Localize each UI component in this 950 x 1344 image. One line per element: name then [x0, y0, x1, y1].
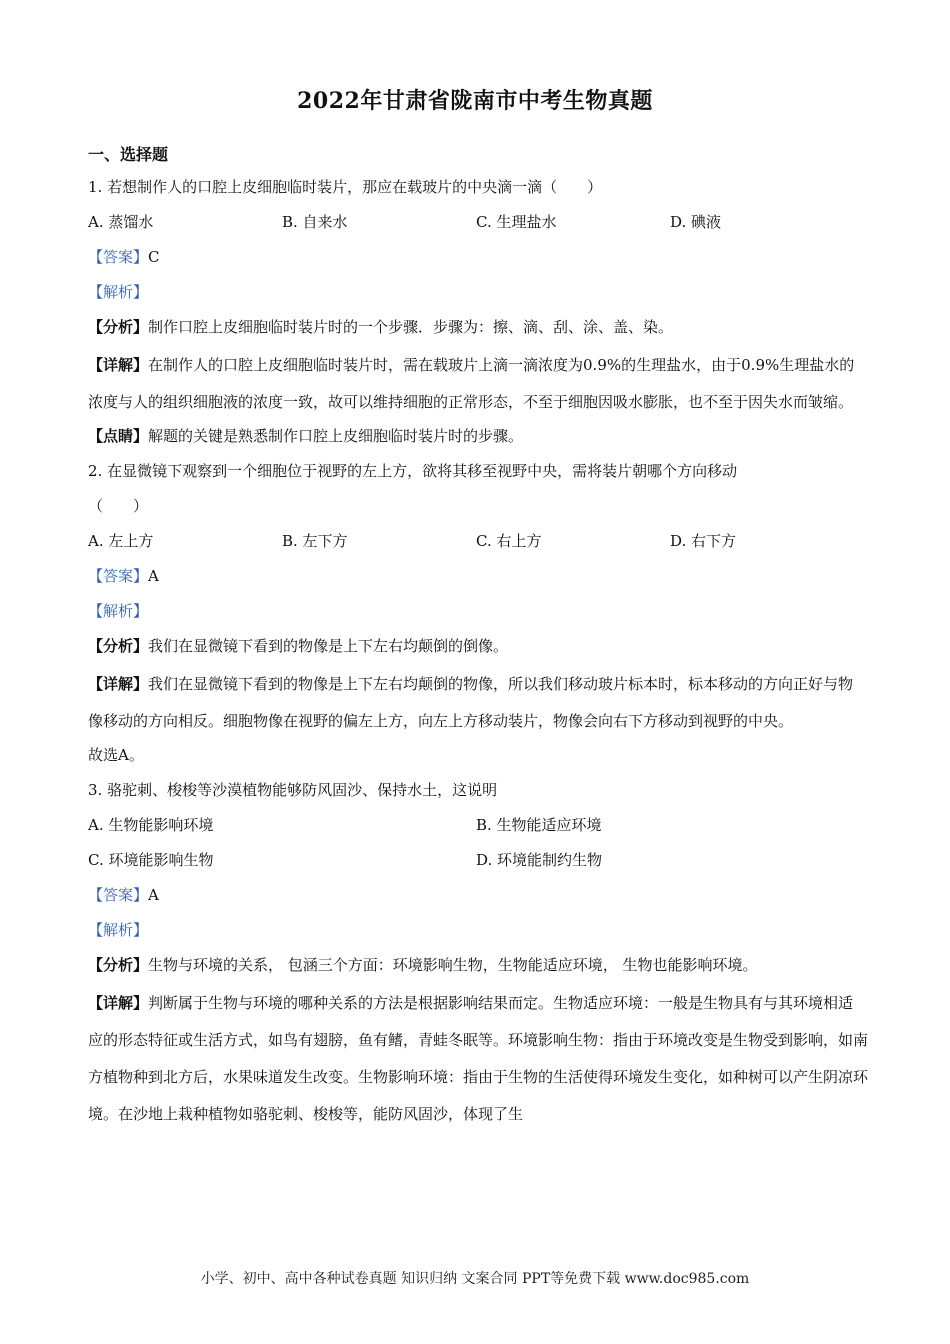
fenxi-line [88, 631, 868, 666]
xiangjie-text: 在制作人的口腔上皮细胞临时装片时，需在载玻片上滴一滴浓度为0.9%的生理盐水，由于0.9%生理盐水的浓度与人的组织细胞液的浓度一致，故可以维持细胞的正常形态，不至于细胞因吸水膨胀，也不至于因失水而皱缩。 [88, 356, 855, 411]
answer-label: 【答案】 [88, 567, 149, 585]
answer-value: A [148, 567, 159, 585]
conclusion-line: 故选A。 [88, 746, 144, 764]
question-3-options-row-2 [88, 845, 868, 880]
xiangjie-paragraph [88, 347, 868, 421]
xiangjie-label: 【详解】 [88, 356, 149, 374]
page-footer: 小学、初中、高中各种试卷真题 知识归纳 文案合同 PPT等免费下载 www.doc985.com [200, 1271, 750, 1287]
question-2-stem-bracket: （ ） [88, 497, 149, 515]
option-c: C. 生理盐水 [476, 213, 557, 231]
fenxi-text: 我们在显微镜下看到的物像是上下左右均颠倒的倒像。 [148, 637, 509, 655]
exam-content [88, 172, 868, 1133]
option-d: D. 右下方 [670, 532, 737, 550]
analysis-label: 【解析】 [88, 921, 149, 939]
dianjing-line [88, 421, 868, 456]
xiangjie-label: 【详解】 [88, 994, 149, 1012]
fenxi-line [88, 950, 868, 985]
fenxi-label: 【分析】 [88, 956, 149, 974]
question-1-options [88, 207, 868, 242]
question-3-options-row-1 [88, 810, 868, 845]
option-c: C. 右上方 [476, 532, 542, 550]
xiangjie-paragraph [88, 666, 868, 740]
question-3-stem: 3. 骆驼刺、梭梭等沙漠植物能够防风固沙、保持水土，这说明 [88, 781, 498, 799]
dianjing-label: 【点睛】 [88, 427, 149, 445]
xiangjie-paragraph [88, 985, 868, 1133]
answer-label: 【答案】 [88, 886, 149, 904]
question-1-stem: 1. 若想制作人的口腔上皮细胞临时装片，那应在载玻片的中央滴一滴（ ） [88, 178, 603, 196]
option-d: D. 环境能制约生物 [476, 851, 603, 869]
answer-value: C [148, 248, 160, 266]
fenxi-label: 【分析】 [88, 637, 149, 655]
option-a: A. 左上方 [88, 532, 154, 550]
option-b: B. 自来水 [282, 213, 348, 231]
option-d: D. 碘液 [670, 213, 722, 231]
answer-line [88, 242, 868, 277]
answer-label: 【答案】 [88, 248, 149, 266]
xiangjie-label: 【详解】 [88, 675, 149, 693]
xiangjie-text: 判断属于生物与环境的哪种关系的方法是根据影响结果而定。生物适应环境：一般是生物具有与其环境相适应的形态特征或生活方式，如鸟有翅膀，鱼有鳍，青蛙冬眠等。环境影响生物：指由于环境改变是生物受到影响，如南方植物种到北方后，水果味道发生改变。生物影响环境：指由于生物的生活使得环境发生变化，如种树可以产生阴凉环境。在沙地上栽种植物如骆驼刺、梭梭等，能防风固沙，体现了生 [88, 994, 869, 1123]
xiangjie-text: 我们在显微镜下看到的物像是上下左右均颠倒的物像，所以我们移动玻片标本时，标本移动的方向正好与物像移动的方向相反。细胞物像在视野的偏左上方，向左上方移动装片，物像会向右下方移动到视野的中央。 [88, 675, 854, 730]
fenxi-line [88, 312, 868, 347]
answer-value: A [148, 886, 159, 904]
fenxi-text: 制作口腔上皮细胞临时装片时的一个步骤．步骤为：擦、滴、刮、涂、盖、染。 [148, 318, 674, 336]
section-heading: 一、选择题 [88, 145, 169, 164]
dianjing-text: 解题的关键是熟悉制作口腔上皮细胞临时装片时的步骤。 [148, 427, 524, 445]
option-c: C. 环境能影响生物 [88, 851, 214, 869]
option-a: A. 生物能影响环境 [88, 816, 214, 834]
option-b: B. 生物能适应环境 [476, 816, 602, 834]
answer-line [88, 561, 868, 596]
analysis-label: 【解析】 [88, 602, 149, 620]
fenxi-text: 生物与环境的关系， 包涵三个方面：环境影响生物，生物能适应环境， 生物也能影响环境。 [148, 956, 758, 974]
fenxi-label: 【分析】 [88, 318, 149, 336]
analysis-label: 【解析】 [88, 283, 149, 301]
option-a: A. 蒸馏水 [88, 213, 154, 231]
answer-line [88, 880, 868, 915]
question-2-stem: 2. 在显微镜下观察到一个细胞位于视野的左上方，欲将其移至视野中央，需将装片朝哪个方向移动 [88, 462, 738, 480]
page-title: 2022年甘肃省陇南市中考生物真题 [297, 88, 653, 114]
question-2-options [88, 526, 868, 561]
option-b: B. 左下方 [282, 532, 348, 550]
